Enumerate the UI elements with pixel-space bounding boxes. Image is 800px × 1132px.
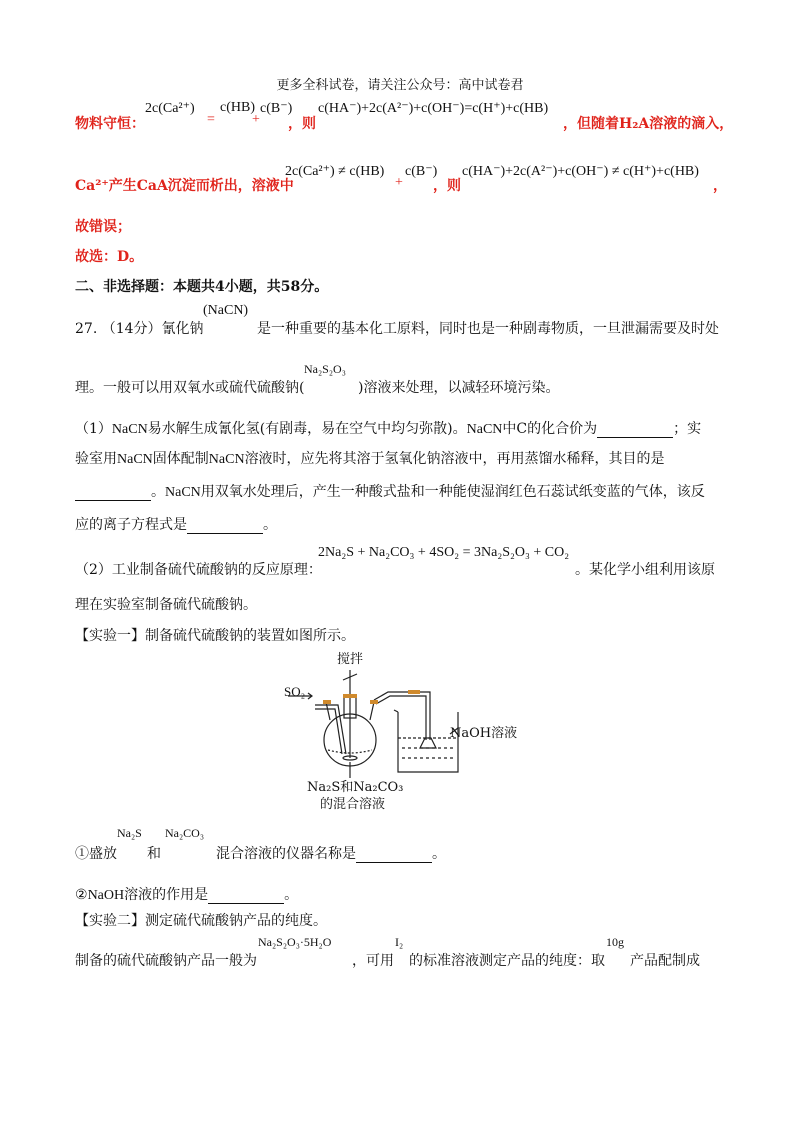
item2-text: 溶液的作用是 xyxy=(124,887,209,903)
plus-sign-2: + xyxy=(395,175,403,190)
solution-line-1 xyxy=(75,113,145,133)
sub1-l3-a: 。 xyxy=(151,484,165,500)
sub1-l4-b: 。 xyxy=(263,517,277,533)
stopper-center xyxy=(343,694,357,698)
beaker xyxy=(398,712,458,772)
label-naoh-solution: NaOH溶液 xyxy=(450,726,518,741)
equation-1d: c(HA⁻)+2c(A²⁻)+c(OH⁻)=c(H⁺)+c(HB) xyxy=(318,101,549,116)
equation-2a: 2c(Ca²⁺) ≠ c(HB) xyxy=(285,164,385,179)
sub1-l3-b: 用双氧水处理后，产生一种酸式盐和一种能使湿润红色石蕊试纸变蓝的气体，该反 xyxy=(200,484,705,500)
formula-nacn-6: NaCN xyxy=(165,485,201,500)
text-then: ，则 xyxy=(288,116,316,132)
text-l2-tail: ， xyxy=(713,178,727,194)
sub1-l2-a: 验室用 xyxy=(75,451,117,467)
item2-end: 。 xyxy=(284,887,299,903)
q27-item1-b: 和 xyxy=(147,846,161,862)
text-l1-tail: ，但随着H₂A溶液的滴入， xyxy=(563,116,734,132)
q27-sub1-line1 xyxy=(75,418,701,438)
sub1-number: （1） xyxy=(75,421,112,437)
experiment-2-heading: 【实验二】测定硫代硫酸钠产品的纯度。 xyxy=(75,913,327,929)
formula-nacn-4: NaCN xyxy=(117,452,153,467)
sub1-l4-a: 应的离子方程式是 xyxy=(75,517,187,533)
q27-sub1-line4 xyxy=(75,514,277,534)
value-10g: 10g xyxy=(606,935,624,949)
formula-naoh: NaOH xyxy=(87,888,125,903)
item1-text: 混合溶液的仪器名称是 xyxy=(216,846,356,862)
label-stir: 搅拌 xyxy=(337,652,364,667)
formula-i2: I₂ xyxy=(395,935,404,949)
formula-nacn-1: (NaCN) xyxy=(203,303,249,318)
q27-item1-c xyxy=(216,843,446,863)
solution-line-3: 故错误； xyxy=(75,219,131,235)
blank-valence[interactable] xyxy=(597,421,673,438)
sub1-text-d: ；实 xyxy=(673,421,702,437)
stopper-left xyxy=(323,700,331,704)
q27-last-c: 的标准溶液测定产品的纯度：取 xyxy=(409,953,605,969)
sub1-text-c: 中C的化合价为 xyxy=(502,421,598,437)
sub1-l2-c: 溶液时，应先将其溶于氢氧化钠溶液中，再用蒸馏水稀释，其目的是 xyxy=(244,451,665,467)
answer-line: 故选：D。 xyxy=(75,249,144,265)
solution-line-2: Ca²⁺产生CaA沉淀而析出，溶液中 xyxy=(75,178,294,194)
reaction-equation: 2Na₂S + Na₂CO₃ + 4SO₂ = 3Na₂S₂O₃ + CO₂ xyxy=(318,545,570,560)
q27-intro-1a: 27. （14分）氰化钠 xyxy=(75,321,204,337)
q27-sub2-line2: 理在实验室制备硫代硫酸钠。 xyxy=(75,597,257,613)
label-mixture-1: Na₂S和Na₂CO₃ xyxy=(307,780,404,795)
q27-last-a: 制备的硫代硫酸钠产品一般为 xyxy=(75,953,257,969)
formula-nacn-3: NaCN xyxy=(466,422,503,437)
q27-last-b: ，可用 xyxy=(352,953,394,969)
equals-sign: = xyxy=(207,112,215,127)
sub1-l2-b: 固体配制 xyxy=(152,451,209,467)
q27-intro-2b: )溶液来处理，以减轻环境污染。 xyxy=(358,380,560,396)
q27-intro-2a: 理。一般可以用双氧水或硫代硫酸钠( xyxy=(75,380,305,396)
label-material-conservation: 物料守恒： xyxy=(75,116,145,132)
equation-1c: c(B⁻) xyxy=(260,101,293,116)
item1-end: 。 xyxy=(432,846,446,862)
q27-sub1-line3 xyxy=(75,481,705,501)
item2-number: ② xyxy=(75,887,88,903)
q27-item1-a: ①盛放 xyxy=(75,846,117,862)
q27-intro-1b: 是一种重要的基本化工原料，同时也是一种剧毒物质，一旦泄漏需要及时处 xyxy=(257,321,719,337)
q27-sub1-line2 xyxy=(75,448,665,468)
equation-2b: c(B⁻) xyxy=(405,164,438,179)
q27-item2 xyxy=(75,884,298,904)
blank-naoh-role[interactable] xyxy=(208,887,284,904)
formula-na2s2o3-1: Na₂S₂O₃ xyxy=(304,362,346,376)
blank-instrument[interactable] xyxy=(356,846,432,863)
blank-purpose[interactable] xyxy=(75,484,151,501)
text-then-2: ，则 xyxy=(433,178,461,194)
stopper-right xyxy=(370,700,378,704)
equation-2c: c(HA⁻)+2c(A²⁻)+c(OH⁻) ≠ c(H⁺)+c(HB) xyxy=(462,164,699,179)
rubber-connector xyxy=(408,690,420,694)
page-header: 更多全科试卷，请关注公众号：高中试卷君 xyxy=(276,78,524,93)
formula-na2s: Na₂S xyxy=(117,826,142,840)
label-mixture-2: 的混合溶液 xyxy=(320,797,386,812)
sub1-text-b: 易水解生成氰化氢(有剧毒，易在空气中均匀弥散)。 xyxy=(147,421,467,437)
q27-sub2-line1b: 。某化学小组利用该原 xyxy=(575,562,715,578)
q27-sub2-line1a: （2）工业制备硫代硫酸钠的反应原理： xyxy=(75,562,322,578)
plus-sign: + xyxy=(252,112,260,127)
q27-last-d: 产品配制成 xyxy=(630,953,700,969)
blank-ionic-equation[interactable] xyxy=(187,517,263,534)
section-heading: 二、非选择题：本题共4小题，共58分。 xyxy=(75,279,329,295)
formula-pentahydrate: Na₂S₂O₃·5H₂O xyxy=(258,935,332,949)
experiment-1-heading: 【实验一】制备硫代硫酸钠的装置如图所示。 xyxy=(75,628,355,644)
equation-1b: c(HB) xyxy=(220,100,255,115)
label-so2: SO₂ xyxy=(284,684,306,699)
formula-nacn-5: NaCN xyxy=(208,452,245,467)
equation-1a: 2c(Ca²⁺) xyxy=(145,101,195,116)
formula-nacn-2: NaCN xyxy=(111,422,148,437)
outlet-tube xyxy=(374,692,430,740)
formula-na2co3: Na₂CO₃ xyxy=(165,826,205,840)
